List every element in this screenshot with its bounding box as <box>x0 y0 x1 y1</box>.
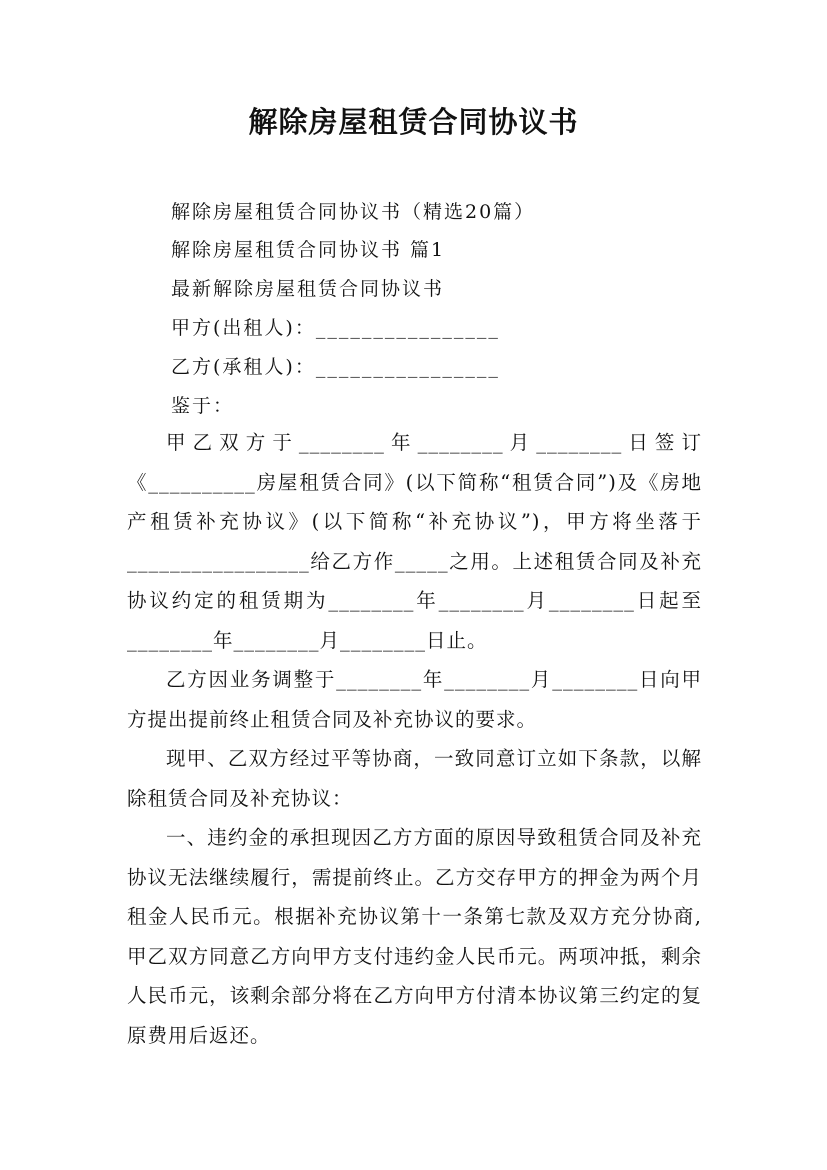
party-a-line: 甲方(出租人)：________________ <box>171 317 500 339</box>
intro-line-heading: 最新解除房屋租赁合同协议书 <box>171 278 445 300</box>
document-title: 解除房屋租赁合同协议书 <box>248 105 579 139</box>
paragraph-recitals: 甲乙双方于________年________月________日签订《__________房屋租赁合同》(以下简称“租赁合同”)及《房地产租赁补充协议》(以下简称“补充协议”)，甲方将坐落于_________________给乙方作_____之用。上述租赁合同及补充协议约定的租赁期为________年________月________日起至________年________月________日止。 <box>127 431 702 652</box>
intro-line-subtitle: 解除房屋租赁合同协议书（精选20篇） <box>171 201 536 223</box>
intro-line-chapter: 解除房屋租赁合同协议书 篇1 <box>171 239 446 261</box>
whereas-line: 鉴于： <box>171 395 235 417</box>
party-b-line: 乙方(承租人)：________________ <box>171 356 500 378</box>
paragraph-request: 乙方因业务调整于________年________月________日向甲方提出提前终止租赁合同及补充协议的要求。 <box>127 668 702 731</box>
paragraph-clause-one: 一、违约金的承担现因乙方方面的原因导致租赁合同及补充协议无法继续履行，需提前终止。乙方交存甲方的押金为两个月租金人民币元。根据补充协议第十一条第七款及双方充分协商,甲乙双方同意乙方向甲方支付违约金人民币元。两项冲抵，剩余人民币元，该剩余部分将在乙方向甲方付清本协议第三约定的复原费用后返还。 <box>127 826 702 1047</box>
document-body <box>127 423 702 1055</box>
paragraph-agreement: 现甲、乙双方经过平等协商，一致同意订立如下条款，以解除租赁合同及补充协议： <box>127 747 702 810</box>
